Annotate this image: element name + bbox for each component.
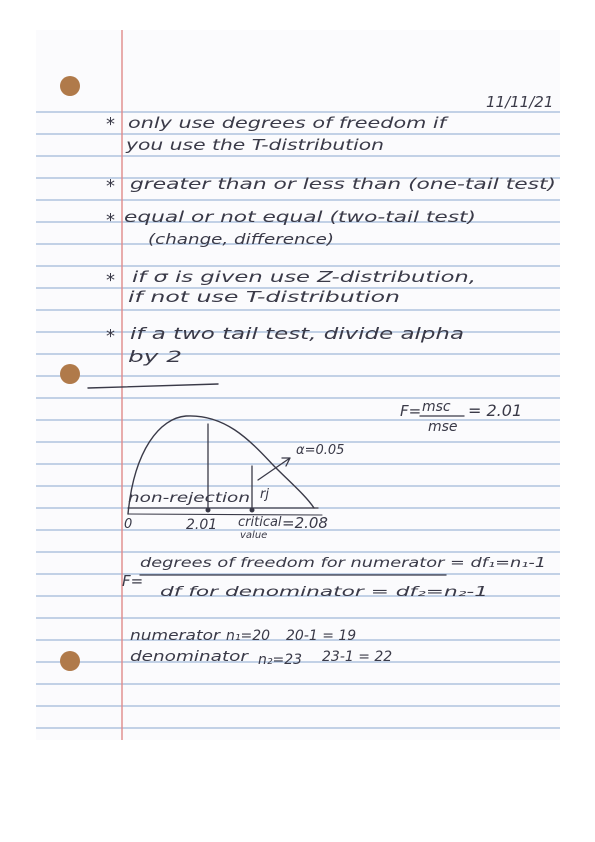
origin-label: 0 [124, 517, 133, 532]
non-rejection-label: non-rejection [128, 491, 250, 506]
f-formula-prefix: F= [400, 402, 422, 420]
notebook-page [36, 30, 560, 740]
date: 11/11/21 [486, 93, 554, 111]
rejection-label: rj [260, 487, 269, 502]
note-bullet: * [106, 176, 115, 197]
alpha-label: α=0.05 [296, 443, 345, 458]
f-formula-result: = 2.01 [468, 401, 523, 420]
note-line: by 2 [128, 347, 182, 366]
f-value-label: 2.01 [186, 517, 218, 533]
note-line: greater than or less than (one-tail test) [130, 175, 556, 193]
df-calculations [130, 628, 392, 668]
note-bullet: * [106, 270, 115, 291]
note-line: equal or not equal (two-tail test) [124, 208, 476, 226]
calc-n: n₁=20 [226, 628, 271, 644]
f-distribution-sketch [124, 416, 344, 541]
df-formula-top: degrees of freedom for numerator = df₁=n₁-1 [140, 556, 546, 571]
note-line: only use degrees of freedom if [128, 114, 450, 132]
df-formula [122, 556, 546, 600]
critical-value-dot [250, 508, 255, 513]
df-formula-prefix: F= [122, 572, 144, 590]
punch-hole [60, 364, 80, 384]
note-line: (change, difference) [148, 232, 334, 248]
f-formula-numerator: msc [422, 399, 451, 415]
critical-value-label: =2.08 [282, 514, 328, 532]
note-bullet: * [106, 326, 115, 347]
f-formula-denominator: mse [428, 419, 458, 435]
calc-n: n₂=23 [258, 652, 303, 668]
notebook-page-art [36, 30, 560, 740]
calc-work: 20-1 = 19 [286, 628, 357, 644]
calc-label: numerator [130, 628, 222, 644]
critical-sub-label: value [240, 530, 268, 541]
separator-stroke [88, 384, 218, 388]
note-line: if not use T-distribution [128, 288, 400, 306]
punch-hole [60, 76, 80, 96]
calc-label: denominator [130, 649, 250, 665]
calc-work: 23-1 = 22 [322, 649, 393, 665]
note-line: you use the T-distribution [124, 136, 385, 154]
note-line: if a two tail test, divide alpha [130, 324, 464, 343]
critical-label: critical [238, 515, 282, 530]
df-formula-bottom: df for denominator = df₂=n₂-1 [160, 585, 488, 600]
note-bullet: * [106, 210, 115, 231]
note-bullet: * [106, 114, 115, 135]
f-formula [400, 399, 522, 435]
note-line: if σ is given use Z-distribution, [132, 268, 476, 286]
f-value-dot [206, 508, 211, 513]
punch-hole [60, 651, 80, 671]
notes-list [106, 114, 556, 366]
